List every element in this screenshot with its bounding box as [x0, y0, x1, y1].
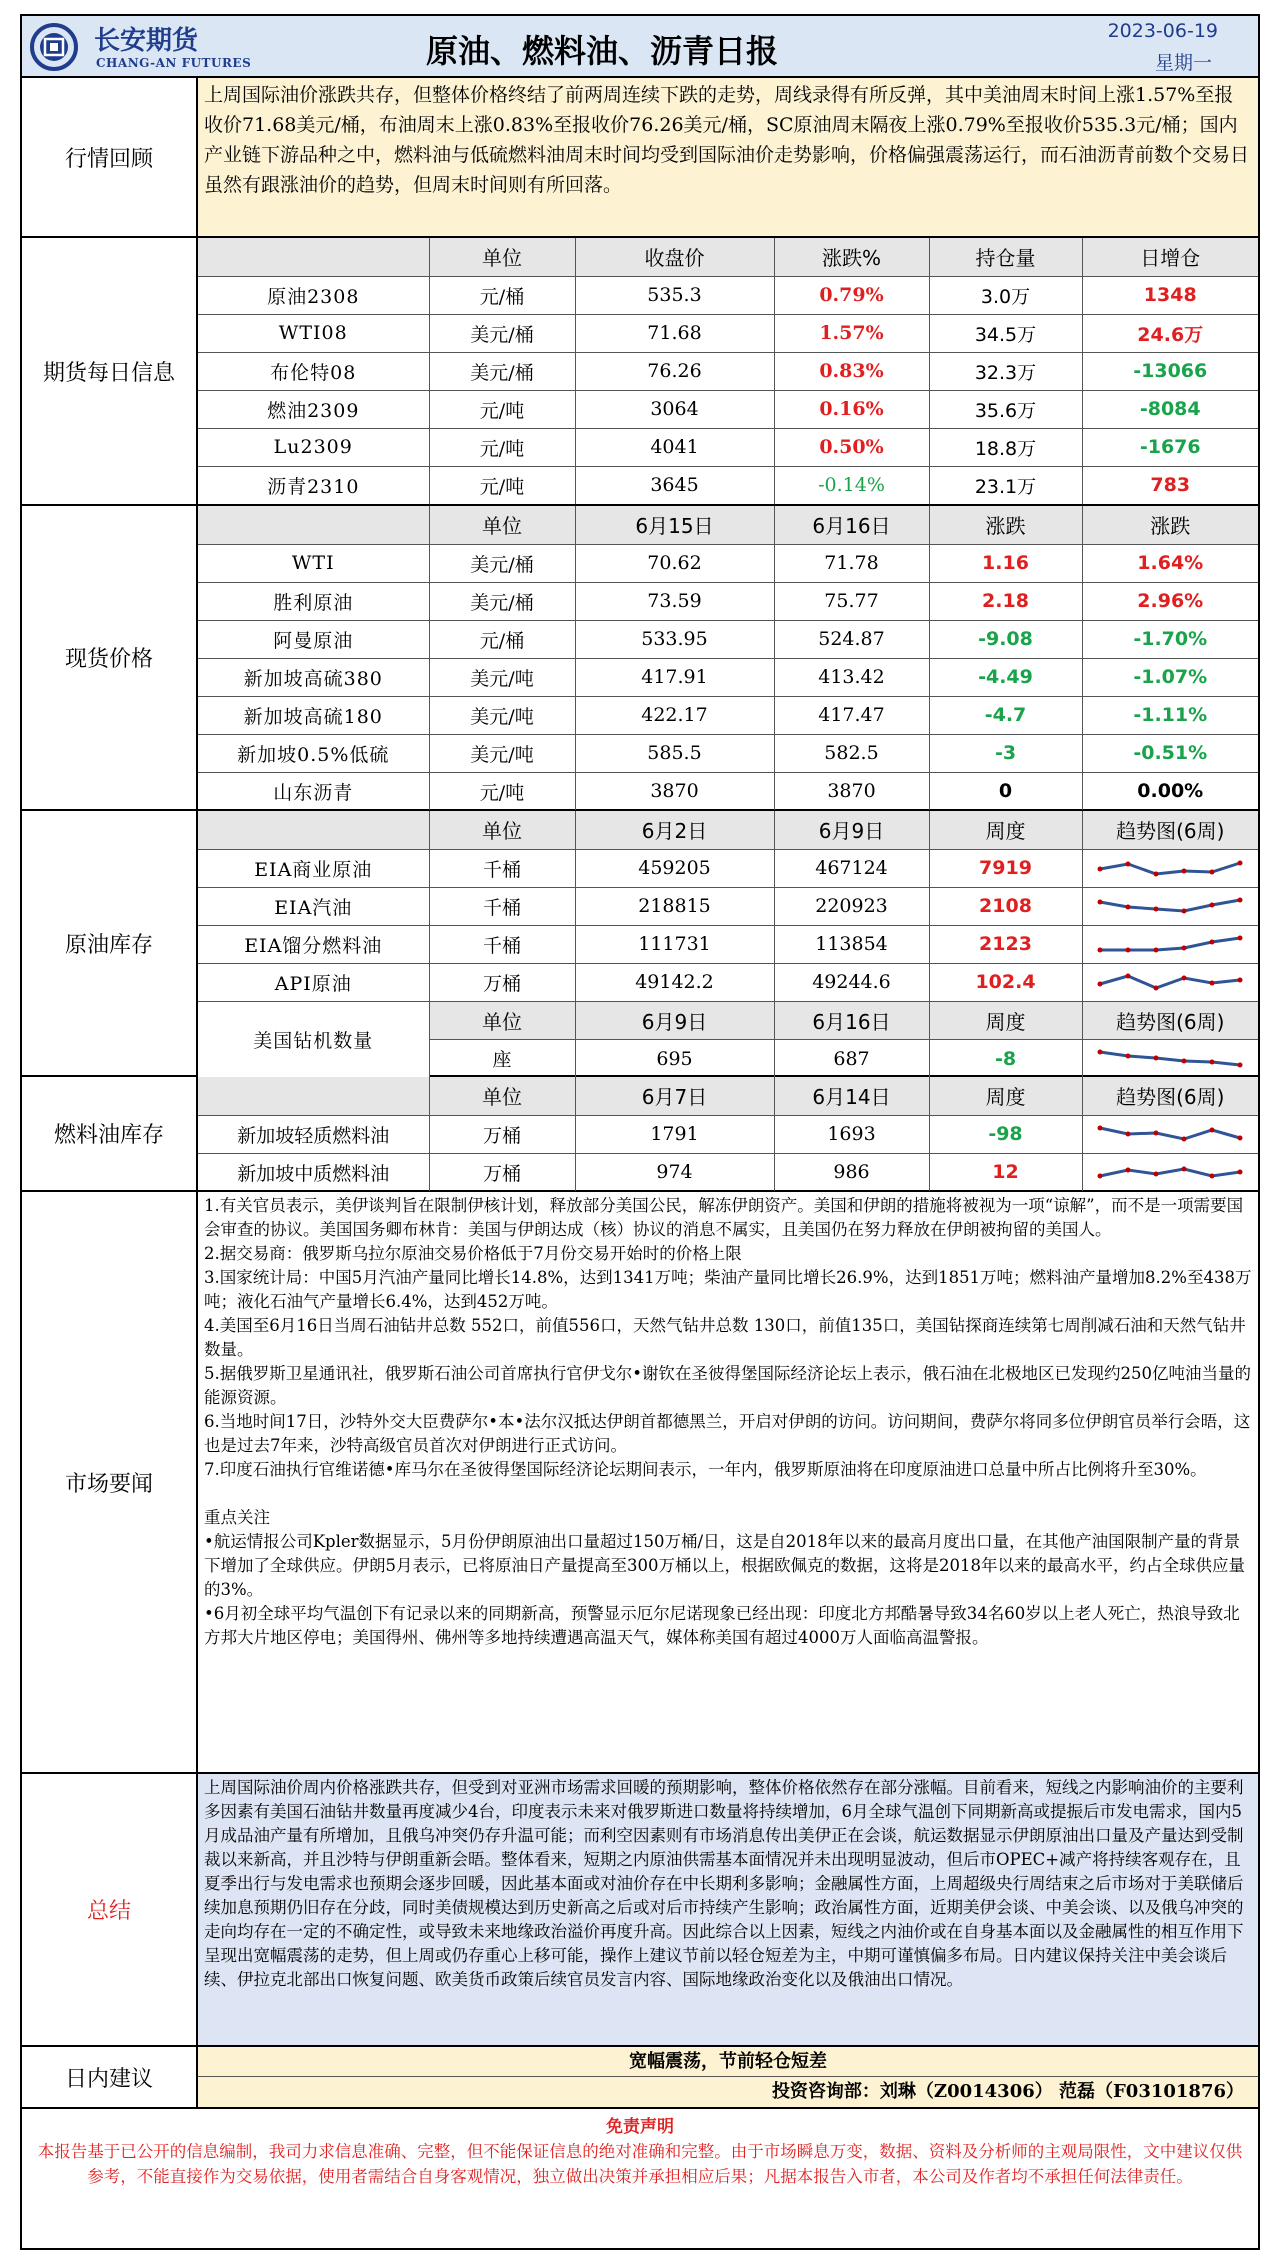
focus-title: 重点关注 — [204, 1508, 270, 1527]
fuel-unit: 万桶 — [429, 1115, 575, 1153]
sparkline-line — [1100, 900, 1240, 911]
sparkline-point — [1098, 1174, 1103, 1179]
crude-d2: 467124 — [774, 849, 929, 887]
futures-close: 4041 — [575, 428, 774, 466]
crude-header-d1: 6月2日 — [575, 811, 774, 849]
news-label: 市场要闻 — [22, 1192, 198, 1772]
fuel-name: 新加坡中质燃料油 — [198, 1153, 429, 1191]
futures-close: 3645 — [575, 466, 774, 504]
spot-header-unit: 单位 — [429, 506, 575, 544]
crude-unit: 千桶 — [429, 925, 575, 963]
focus-item: •6月初全球平均气温创下有记录以来的同期新高，预警显示厄尔尼诺现象已经出现：印度北方邦酷暑导致34名60岁以上老人死亡，热浪导致北方邦大片地区停电；美国得州、佛州等多地持续遭遇高温天气，媒体称美国有超过4000万人面临高温警报。 — [204, 1604, 1240, 1647]
spot-unit: 美元/桶 — [429, 544, 575, 582]
futures-header-row — [198, 238, 1258, 276]
spot-label: 现货价格 — [22, 506, 198, 809]
sparkline-point — [1182, 909, 1187, 914]
futures-oi: 32.3万 — [929, 352, 1082, 390]
sparkline-line — [1100, 1169, 1240, 1176]
futures-header-doi: 日增仓 — [1082, 238, 1258, 276]
review-section — [22, 78, 1258, 238]
table-row — [198, 276, 1258, 314]
futures-name: Lu2309 — [198, 428, 429, 466]
logo — [28, 22, 88, 72]
table-row — [198, 696, 1258, 734]
fuel-inventory-section — [22, 1077, 1258, 1192]
futures-oi: 34.5万 — [929, 314, 1082, 352]
fuel-d2: 1693 — [774, 1115, 929, 1153]
futures-name: WTI08 — [198, 314, 429, 352]
spot-unit: 美元/吨 — [429, 696, 575, 734]
sparkline-point — [1210, 903, 1215, 908]
spot-chg: 1.16 — [929, 544, 1082, 582]
crude-inventory-table — [198, 811, 1258, 1002]
futures-unit: 元/桶 — [429, 276, 575, 314]
crude-name: EIA汽油 — [198, 887, 429, 925]
sparkline-point — [1126, 948, 1131, 953]
crude-wk: 2123 — [929, 925, 1082, 963]
futures-header-close: 收盘价 — [575, 238, 774, 276]
sparkline-point — [1154, 1172, 1159, 1177]
spot-table — [198, 506, 1258, 810]
crude-unit: 万桶 — [429, 963, 575, 1001]
sparkline-rig-count — [1095, 1044, 1245, 1074]
crude-unit: 千桶 — [429, 887, 575, 925]
spot-d1: 70.62 — [575, 544, 774, 582]
spot-name: 阿曼原油 — [198, 620, 429, 658]
spot-d2: 3870 — [774, 772, 929, 810]
futures-name: 原油2308 — [198, 276, 429, 314]
sparkline-point — [1154, 1055, 1159, 1060]
news-item: 5.据俄罗斯卫星通讯社，俄罗斯石油公司首席执行官伊戈尔•谢钦在圣彼得堡国际经济论坛上表示，俄石油在北极地区已发现约250亿吨油当量的能源资源。 — [204, 1364, 1251, 1407]
rig-header-wk: 周度 — [929, 1002, 1082, 1040]
fuel-d1: 1791 — [575, 1115, 774, 1153]
spot-d1: 585.5 — [575, 734, 774, 772]
spot-header-row — [198, 506, 1258, 544]
crude-trend — [1082, 925, 1258, 963]
spot-name: 新加坡0.5%低硫 — [198, 734, 429, 772]
rig-d2: 687 — [774, 1040, 929, 1078]
rig-header-d1: 6月9日 — [575, 1002, 774, 1040]
spot-unit: 美元/桶 — [429, 582, 575, 620]
futures-section — [22, 238, 1258, 506]
fuel-header-d1: 6月7日 — [575, 1077, 774, 1115]
table-row — [198, 1115, 1258, 1153]
crude-inventory-label: 原油库存 — [22, 811, 198, 1075]
futures-doi: -8084 — [1082, 390, 1258, 428]
futures-unit: 美元/桶 — [429, 352, 575, 390]
spot-header-d1: 6月15日 — [575, 506, 774, 544]
futures-table — [198, 238, 1258, 504]
sparkline-point — [1210, 1059, 1215, 1064]
advice-label: 日内建议 — [22, 2047, 198, 2107]
futures-chg: 1.57% — [774, 314, 929, 352]
fuel-header-row — [198, 1077, 1258, 1115]
fuel-inventory-table — [198, 1077, 1258, 1191]
fuel-name: 新加坡轻质燃料油 — [198, 1115, 429, 1153]
futures-label: 期货每日信息 — [22, 238, 198, 504]
sparkline-point — [1098, 982, 1103, 987]
crude-name: EIA馏分燃料油 — [198, 925, 429, 963]
futures-oi: 35.6万 — [929, 390, 1082, 428]
fuel-header-wk: 周度 — [929, 1077, 1082, 1115]
sparkline-line — [1100, 938, 1240, 950]
sparkline-point — [1098, 1049, 1103, 1054]
spot-d1: 422.17 — [575, 696, 774, 734]
sparkline-eia-gasoline — [1095, 891, 1245, 921]
fuel-wk: -98 — [929, 1115, 1082, 1153]
spot-unit: 元/桶 — [429, 620, 575, 658]
spot-header-pct: 涨跌 — [1082, 506, 1258, 544]
fuel-d2: 986 — [774, 1153, 929, 1191]
crude-d2: 113854 — [774, 925, 929, 963]
sparkline-point — [1238, 936, 1243, 941]
rig-unit: 座 — [429, 1040, 575, 1078]
spot-name: 新加坡高硫180 — [198, 696, 429, 734]
logo-text-en: CHANG-AN FUTURES — [96, 56, 252, 70]
summary-label: 总结 — [22, 1774, 198, 2045]
sparkline-point — [1098, 867, 1103, 872]
news-item: 4.美国至6月16日当周石油钻井总数 552口，前值556口，天然气钻井总数 130口，前值135口，美国钻探商连续第七周削减石油和天然气钻井数量。 — [204, 1316, 1246, 1359]
sparkline-point — [1154, 1131, 1159, 1136]
spot-pct: -1.07% — [1082, 658, 1258, 696]
disclaimer-title: 免责声明 — [606, 2117, 674, 2137]
crude-header-name — [198, 811, 429, 849]
futures-header-oi: 持仓量 — [929, 238, 1082, 276]
fuel-trend — [1082, 1153, 1258, 1191]
fuel-inventory-label: 燃料油库存 — [22, 1077, 198, 1190]
table-row — [198, 963, 1258, 1001]
crude-header-unit: 单位 — [429, 811, 575, 849]
sparkline-line — [1100, 1128, 1240, 1139]
futures-chg: 0.79% — [774, 276, 929, 314]
sparkline-point — [1182, 1137, 1187, 1142]
table-row — [198, 887, 1258, 925]
spot-chg: -4.49 — [929, 658, 1082, 696]
spot-chg: -9.08 — [929, 620, 1082, 658]
crude-d2: 49244.6 — [774, 963, 929, 1001]
fuel-header-name — [198, 1077, 429, 1115]
fuel-trend — [1082, 1115, 1258, 1153]
sparkline-point — [1182, 976, 1187, 981]
futures-close: 535.3 — [575, 276, 774, 314]
spot-unit: 元/吨 — [429, 772, 575, 810]
futures-oi: 23.1万 — [929, 466, 1082, 504]
table-row — [198, 620, 1258, 658]
table-row — [198, 849, 1258, 887]
fuel-wk: 12 — [929, 1153, 1082, 1191]
sparkline-point — [1126, 1132, 1131, 1137]
spot-name: WTI — [198, 544, 429, 582]
futures-oi: 18.8万 — [929, 428, 1082, 466]
futures-chg: 0.50% — [774, 428, 929, 466]
spot-d2: 413.42 — [774, 658, 929, 696]
news-item: 1.有关官员表示，美伊谈判旨在限制伊核计划，释放部分美国公民，解冻伊朗资产。美国和伊朗的措施将被视为一项“谅解”，而不是一项需要国会审查的协议。美国国务卿布林肯：美国与伊朗达成（核）协议的消息不属实，且美国仍在努力释放在伊朗被拘留的美国人。 — [204, 1196, 1244, 1239]
spot-d1: 533.95 — [575, 620, 774, 658]
rig-wk: -8 — [929, 1040, 1082, 1078]
rig-header-d2: 6月16日 — [774, 1002, 929, 1040]
page-title: 原油、燃料油、沥青日报 — [425, 32, 778, 70]
fuel-header-trend: 趋势图(6周) — [1082, 1077, 1258, 1115]
crude-wk: 2108 — [929, 887, 1082, 925]
sparkline-sg-medium-fuel — [1095, 1157, 1245, 1187]
futures-unit: 元/吨 — [429, 466, 575, 504]
table-row — [198, 390, 1258, 428]
spot-pct: 1.64% — [1082, 544, 1258, 582]
crude-header-wk: 周度 — [929, 811, 1082, 849]
rig-header-trend: 趋势图(6周) — [1082, 1002, 1258, 1040]
summary-section — [22, 1774, 1258, 2047]
table-row — [198, 582, 1258, 620]
crude-name: API原油 — [198, 963, 429, 1001]
spot-d2: 417.47 — [774, 696, 929, 734]
futures-close: 71.68 — [575, 314, 774, 352]
news-section — [22, 1192, 1258, 1774]
spot-d1: 3870 — [575, 772, 774, 810]
spot-pct: -0.51% — [1082, 734, 1258, 772]
futures-doi: 783 — [1150, 474, 1191, 497]
sparkline-point — [1154, 948, 1159, 953]
spot-pct: -1.11% — [1082, 696, 1258, 734]
futures-header-unit: 单位 — [429, 238, 575, 276]
daily-report — [20, 14, 1260, 2250]
sparkline-point — [1126, 862, 1131, 867]
sparkline-point — [1182, 1058, 1187, 1063]
sparkline-point — [1182, 1167, 1187, 1172]
sparkline-point — [1210, 1128, 1215, 1133]
sparkline-point — [1154, 872, 1159, 877]
table-row — [198, 734, 1258, 772]
news-spacer — [204, 1482, 1252, 1506]
rig-d1: 695 — [575, 1040, 774, 1078]
news-item: 6.当地时间17日，沙特外交大臣费萨尔•本•法尔汉抵达伊朗首都德黑兰，开启对伊朗的访问。访问期间，费萨尔将同多位伊朗官员举行会晤，这也是过去7年来，沙特高级官员首次对伊朗进行正式访问。 — [204, 1412, 1251, 1455]
crude-unit: 千桶 — [429, 849, 575, 887]
table-row — [198, 428, 1258, 466]
rig-count-table — [198, 1002, 1258, 1078]
sparkline-point — [1210, 981, 1215, 986]
spot-chg: 2.18 — [929, 582, 1082, 620]
futures-oi: 3.0万 — [929, 276, 1082, 314]
sparkline-line — [1100, 863, 1240, 874]
disclaimer-text: 本报告基于已公开的信息编制，我司力求信息准确、完整，但不能保证信息的绝对准确和完整。由于市场瞬息万变，数据、资料及分析师的主观局限性，文中建议仅供参考，不能直接作为交易依据，使用者需结合自身客观情况，独立做出决策并承担相应后果；凡据本报告入市者，本公司及作者均不承担任何法律责任。 — [37, 2142, 1243, 2186]
news-list — [198, 1192, 1258, 1652]
crude-d1: 111731 — [575, 925, 774, 963]
spot-pct: 0.00% — [1137, 780, 1204, 803]
sparkline-point — [1182, 869, 1187, 874]
sparkline-point — [1238, 1170, 1243, 1175]
sparkline-point — [1098, 948, 1103, 953]
spot-name: 山东沥青 — [198, 772, 429, 810]
sparkline-point — [1238, 898, 1243, 903]
sparkline-eia-crude — [1095, 853, 1245, 883]
table-row — [198, 925, 1258, 963]
news-item: 7.印度石油执行官维诺德•库马尔在圣彼得堡国际经济论坛期间表示，一年内，俄罗斯原油将在印度原油进口总量中所占比例将升至30%。 — [204, 1460, 1207, 1479]
crude-trend — [1082, 849, 1258, 887]
futures-name: 沥青2310 — [198, 466, 429, 504]
summary-text: 上周国际油价周内价格涨跌共存，但受到对亚洲市场需求回暖的预期影响，整体价格依然存在部分涨幅。目前看来，短线之内影响油价的主要利多因素有美国石油钻井数量再度减少4台，印度表示未来对俄罗斯进口数量将持续增加，6月全球气温创下同期新高或提振后市发电需求，国内5月成品油产量有所增加，且俄乌冲突仍存升温可能；而利空因素则有市场消息传出美伊正在会谈，航运数据显示伊朗原油出口量及产量达到受制裁以来新高，并且沙特与伊朗重新会晤。整体看来，短期之内原油供需基本面情况并未出现明显波动，但后市OPEC+减产将持续客观存在，且夏季出行与发电需求也预期会逐步回暖，因此基本面或对油价存在中长期利多影响；金融属性方面，上周超级央行周结束之后市场对于美联储后续加息预期仍旧存在分歧，同时美债规模达到历史新高之后或对后市持续产生影响；政治属性方面，近期美伊会谈、中美会谈、以及俄乌冲突的走向均存在一定的不确定性，或导致未来地缘政治溢价再度升高。因此综合以上因素，短线之内油价或在自身基本面以及金融属性的相互作用下呈现出宽幅震荡的走势，但上周或仍存重心上移可能，操作上建议节前以轻仓短差为主，中期可谨慎偏多布局。日内建议保持关注中美会谈后续、伊拉克北部出口恢复问题、欧美货币政策后续官员发言内容、国际地缘政治变化以及俄油出口情况。 — [204, 1778, 1244, 1989]
crude-d2: 220923 — [774, 887, 929, 925]
advice-text: 宽幅震荡，节前轻仓短差 — [198, 2047, 1258, 2077]
table-row — [198, 352, 1258, 390]
futures-close: 3064 — [575, 390, 774, 428]
fuel-unit: 万桶 — [429, 1153, 575, 1191]
futures-doi: -13066 — [1082, 352, 1258, 390]
fuel-d1: 974 — [575, 1153, 774, 1191]
review-label: 行情回顾 — [22, 78, 198, 236]
sparkline-point — [1210, 870, 1215, 875]
sparkline-eia-distillate — [1095, 929, 1245, 959]
spot-chg: 0 — [929, 772, 1082, 810]
futures-header-name — [198, 238, 429, 276]
sparkline-point — [1126, 974, 1131, 979]
crude-d1: 218815 — [575, 887, 774, 925]
table-row — [198, 658, 1258, 696]
crude-trend — [1082, 887, 1258, 925]
chang-an-logo-icon — [28, 22, 86, 72]
review-text: 上周国际油价涨跌共存，但整体价格终结了前两周连续下跌的走势，周线录得有所反弹，其中美油周末时间上涨1.57%至报收价71.68美元/桶，布油周末上涨0.83%至报收价76.26美元/桶，SC原油周末隔夜上涨0.79%至报收价535.3元/桶；国内产业链下游品种之中，燃料油与低硫燃料油周末时间均受到国际油价走势影响，价格偏强震荡运行，而石油沥青前数个交易日虽然有跟涨油价的趋势，但周末时间则有所回落。 — [204, 84, 1250, 196]
spot-d1: 417.91 — [575, 658, 774, 696]
report-header — [22, 16, 1258, 78]
rig-header-unit: 单位 — [429, 1002, 575, 1040]
spot-d1: 73.59 — [575, 582, 774, 620]
futures-unit: 元/吨 — [429, 390, 575, 428]
table-row — [198, 1153, 1258, 1191]
rig-name: 美国钻机数量 — [198, 1002, 429, 1078]
crude-header-d2: 6月9日 — [774, 811, 929, 849]
spot-name: 新加坡高硫380 — [198, 658, 429, 696]
table-row — [198, 314, 1258, 352]
sparkline-point — [1182, 946, 1187, 951]
futures-name: 布伦特08 — [198, 352, 429, 390]
spot-header-chg: 涨跌 — [929, 506, 1082, 544]
sparkline-point — [1126, 905, 1131, 910]
futures-name: 燃油2309 — [198, 390, 429, 428]
spot-header-d2: 6月16日 — [774, 506, 929, 544]
spot-chg: -3 — [929, 734, 1082, 772]
logo-text-cn: 长安期货 — [94, 26, 199, 56]
sparkline-point — [1238, 1062, 1243, 1067]
futures-chg: 0.83% — [774, 352, 929, 390]
rig-trend — [1082, 1040, 1258, 1078]
sparkline-point — [1126, 1168, 1131, 1173]
futures-doi: 24.6万 — [1082, 314, 1258, 352]
spot-chg: -4.7 — [929, 696, 1082, 734]
sparkline-point — [1238, 978, 1243, 983]
spot-d2: 524.87 — [774, 620, 929, 658]
spot-pct: 2.96% — [1082, 582, 1258, 620]
futures-close: 76.26 — [575, 352, 774, 390]
fuel-header-d2: 6月14日 — [774, 1077, 929, 1115]
sparkline-point — [1126, 1053, 1131, 1058]
futures-doi: 1348 — [1082, 276, 1258, 314]
crude-trend — [1082, 963, 1258, 1001]
table-row — [198, 544, 1258, 582]
spot-unit: 美元/吨 — [429, 734, 575, 772]
spot-pct: -1.70% — [1082, 620, 1258, 658]
rig-header-row — [198, 1002, 1258, 1040]
sparkline-point — [1238, 861, 1243, 866]
sparkline-line — [1100, 976, 1240, 988]
sparkline-point — [1098, 1126, 1103, 1131]
news-item: 2.据交易商：俄罗斯乌拉尔原油交易价格低于7月份交易开始时的价格上限 — [204, 1244, 742, 1263]
sparkline-point — [1098, 900, 1103, 905]
crude-wk: 102.4 — [929, 963, 1082, 1001]
table-row — [198, 772, 1258, 810]
spot-section — [22, 506, 1258, 811]
crude-header-trend: 趋势图(6周) — [1082, 811, 1258, 849]
futures-unit: 元/吨 — [429, 428, 575, 466]
spot-d2: 75.77 — [774, 582, 929, 620]
sparkline-point — [1154, 986, 1159, 991]
crude-d1: 459205 — [575, 849, 774, 887]
sparkline-point — [1210, 1174, 1215, 1179]
sparkline-point — [1154, 907, 1159, 912]
sparkline-sg-light-fuel — [1095, 1119, 1245, 1149]
table-row — [198, 466, 1258, 504]
spot-header-name — [198, 506, 429, 544]
futures-chg: -0.14% — [774, 466, 929, 504]
crude-name: EIA商业原油 — [198, 849, 429, 887]
news-item: 3.国家统计局：中国5月汽油产量同比增长14.8%，达到1341万吨；柴油产量同比增长26.9%，达到1851万吨；燃料油产量增加8.2%至438万吨；液化石油气产量增长6.4%，达到452万吨。 — [204, 1268, 1252, 1311]
crude-header-row — [198, 811, 1258, 849]
spot-name: 胜利原油 — [198, 582, 429, 620]
report-weekday: 星期一 — [1154, 52, 1212, 74]
futures-unit: 美元/桶 — [429, 314, 575, 352]
sparkline-point — [1238, 1136, 1243, 1141]
crude-wk: 7919 — [929, 849, 1082, 887]
disclaimer-section — [22, 2109, 1258, 2248]
spot-d2: 582.5 — [774, 734, 929, 772]
advice-section — [22, 2047, 1258, 2109]
crude-d1: 49142.2 — [575, 963, 774, 1001]
focus-item: •航运情报公司Kpler数据显示，5月份伊朗原油出口量超过150万桶/日，这是自2018年以来的最高月度出口量，在其他产油国限制产量的背景下增加了全球供应。伊朗5月表示，已将原油日产量提高至300万桶以上，根据欧佩克的数据，这将是2018年以来的最高水平，约占全球供应量的3%。 — [204, 1532, 1245, 1599]
futures-doi: -1676 — [1082, 428, 1258, 466]
spot-unit: 美元/吨 — [429, 658, 575, 696]
advice-contact: 投资咨询部：刘琳（Z0014306） 范磊（F03101876） — [771, 2081, 1244, 2102]
futures-header-chg: 涨跌% — [774, 238, 929, 276]
report-date: 2023-06-19 — [1107, 20, 1218, 42]
sparkline-point — [1210, 940, 1215, 945]
sparkline-line — [1100, 1052, 1240, 1065]
spot-d2: 71.78 — [774, 544, 929, 582]
crude-inventory-section — [22, 811, 1258, 1077]
sparkline-api-crude — [1095, 967, 1245, 997]
futures-chg: 0.16% — [774, 390, 929, 428]
fuel-header-unit: 单位 — [429, 1077, 575, 1115]
